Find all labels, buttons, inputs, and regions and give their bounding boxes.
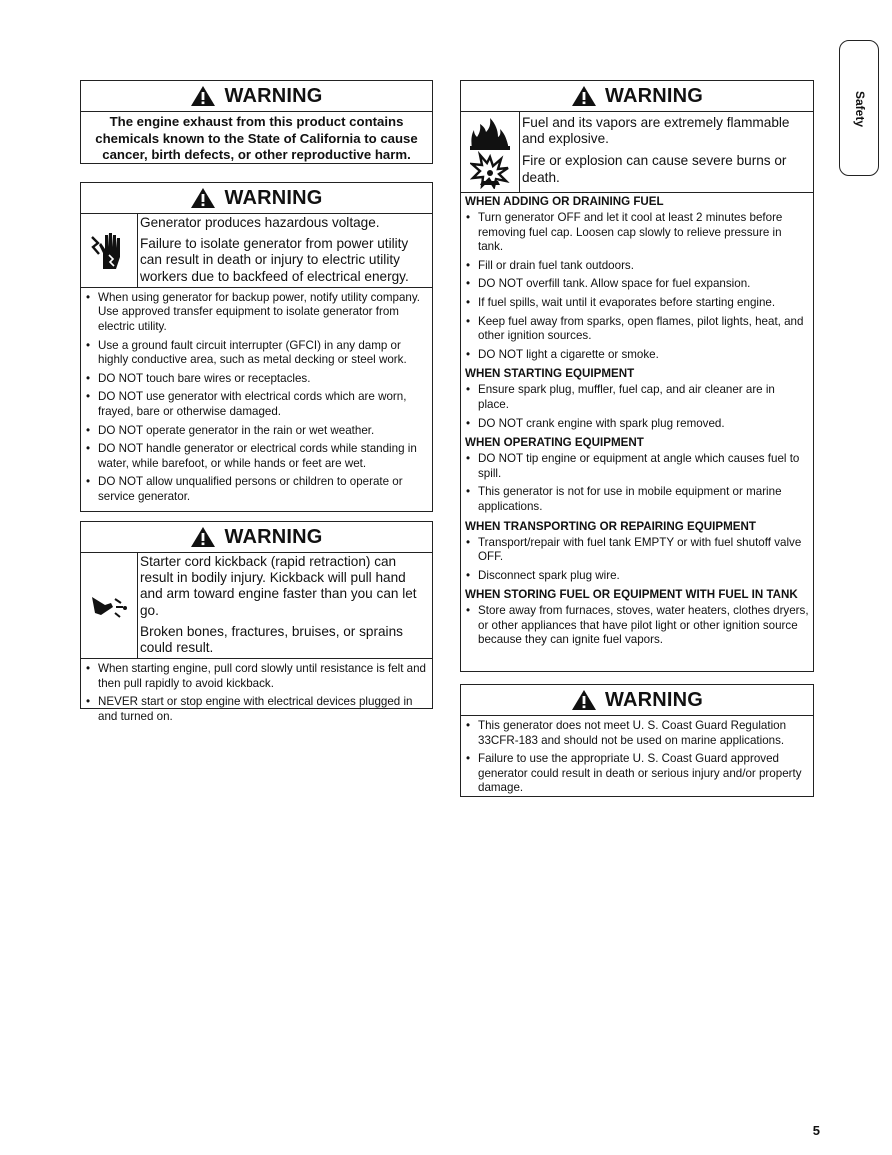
icon-cell <box>81 553 138 658</box>
section-heading: WHEN STARTING EQUIPMENT <box>465 367 635 381</box>
fuel-warning-box <box>460 80 814 672</box>
fuel-section-list <box>461 603 813 651</box>
fuel-section-list <box>461 210 813 365</box>
list-item: • DO NOT operate generator in the rain or wet weather. <box>85 424 428 439</box>
list-item: • DO NOT touch bare wires or receptacles. <box>85 372 428 387</box>
kickback-warning-box <box>80 521 433 723</box>
list-item: • DO NOT handle generator or electrical cords while standing in water, while barefoot, or while hands or feet are wet. <box>85 442 428 471</box>
voltage-warning-box <box>80 182 433 512</box>
voltage-hazard-text <box>138 214 432 287</box>
warning-header <box>461 685 813 716</box>
fuel-hazard-text <box>520 112 813 192</box>
list-item: • Failure to use the appropriate U. S. Coast Guard approved generator could result in death or serious injury and/or property damage. <box>465 752 809 796</box>
list-item: • When starting engine, pull cord slowly until resistance is felt and then pull rapidly to avoid kickback. <box>85 662 428 691</box>
section-heading: WHEN TRANSPORTING OR REPAIRING EQUIPMENT <box>465 519 756 533</box>
list-item: • If fuel spills, wait until it evaporates before starting engine. <box>465 296 809 311</box>
warning-title: WARNING <box>224 186 323 209</box>
voltage-hazard-row <box>81 214 432 288</box>
list-item: • Keep fuel away from sparks, open flames, pilot lights, heat, and other ignition sources. <box>465 315 809 344</box>
hazard-paragraph: Starter cord kickback (rapid retraction) can result in bodily injury. Kickback will pull hand and arm toward engine faster than you can let go. <box>140 554 417 618</box>
list-item: • DO NOT overfill tank. Allow space for fuel expansion. <box>465 277 809 292</box>
kickback-hazard-row <box>81 553 432 659</box>
california-line: chemicals known to the State of California to cause <box>95 130 418 146</box>
warning-triangle-icon <box>190 187 216 209</box>
list-item: • Turn generator OFF and let it cool at least 2 minutes before removing fuel cap. Loosen cap slowly to relieve pressure in tank. <box>465 211 809 255</box>
list-item: • NEVER start or stop engine with electrical devices plugged in and turned on. <box>85 695 428 724</box>
warning-title: WARNING <box>224 525 323 548</box>
kickback-hazard-text <box>138 553 432 658</box>
coastguard-bullet-list <box>461 716 813 800</box>
california-text <box>81 112 432 168</box>
list-item: • DO NOT crank engine with spark plug removed. <box>465 417 809 432</box>
warning-header <box>81 522 432 553</box>
fuel-section-list <box>461 382 813 434</box>
icon-cell <box>461 112 520 192</box>
hazard-paragraph: Generator produces hazardous voltage. <box>140 215 380 230</box>
warning-header <box>461 81 813 112</box>
list-item: • DO NOT tip engine or equipment at angle which causes fuel to spill. <box>465 452 809 481</box>
kickback-bullet-list <box>81 659 432 728</box>
california-line: cancer, birth defects, or other reproductive harm. <box>102 147 411 162</box>
voltage-bullet-list <box>81 288 432 509</box>
icon-cell <box>81 214 138 287</box>
warning-triangle-icon <box>571 689 597 711</box>
section-tab-label: Safety <box>853 90 867 128</box>
warning-triangle-icon <box>190 526 216 548</box>
list-item: • Transport/repair with fuel tank EMPTY or with fuel shutoff valve OFF. <box>465 536 809 565</box>
warning-title: WARNING <box>224 84 323 107</box>
section-heading: WHEN OPERATING EQUIPMENT <box>465 436 644 450</box>
list-item: • When using generator for backup power, notify utility company. Use approved transfer equipment to isolate generator from electric utility. <box>85 291 428 335</box>
list-item: • Disconnect spark plug wire. <box>465 569 809 584</box>
page-number: 5 <box>812 1123 820 1138</box>
list-item: • This generator is not for use in mobile equipment or marine applications. <box>465 485 809 514</box>
warning-header <box>81 183 432 214</box>
california-line: The engine exhaust from this product contains <box>109 114 404 129</box>
warning-triangle-icon <box>190 85 216 107</box>
list-item: • DO NOT allow unqualified persons or children to operate or service generator. <box>85 475 428 504</box>
list-item: • This generator does not meet U. S. Coast Guard Regulation 33CFR-183 and should not be used on marine applications. <box>465 719 809 748</box>
section-heading: WHEN STORING FUEL OR EQUIPMENT WITH FUEL IN TANK <box>465 588 798 602</box>
warning-header <box>81 81 432 112</box>
hazard-paragraph: Broken bones, fractures, bruises, or sprains could result. <box>140 623 403 656</box>
list-item: • Use a ground fault circuit interrupter (GFCI) in any damp or highly conductive area, such as metal decking or steel work. <box>85 339 428 368</box>
kickback-hand-icon <box>89 591 129 621</box>
warning-title: WARNING <box>604 688 704 711</box>
list-item: • Ensure spark plug, muffler, fuel cap, and air cleaner are in place. <box>465 383 809 412</box>
section-heading: WHEN ADDING OR DRAINING FUEL <box>465 195 664 208</box>
fuel-section-list <box>461 535 813 587</box>
section-tab <box>839 40 879 176</box>
fuel-hazard-row <box>461 112 813 193</box>
list-item: • DO NOT light a cigarette or smoke. <box>465 348 809 363</box>
hazard-paragraph: Fire or explosion can cause severe burns or death. <box>522 153 787 185</box>
warning-triangle-icon <box>571 85 597 107</box>
fuel-section-list <box>461 451 813 517</box>
explosion-icon <box>470 151 510 189</box>
fire-icon <box>468 115 512 151</box>
hazard-paragraph: Failure to isolate generator from power utility can result in death or injury to electric utility workers due to backfeed of electrical energy. <box>140 236 409 284</box>
california-warning-box <box>80 80 433 164</box>
coastguard-warning-box <box>460 684 814 797</box>
electric-shock-hand-icon <box>89 229 129 271</box>
list-item: • Fill or drain fuel tank outdoors. <box>465 259 809 274</box>
warning-title: WARNING <box>604 84 704 107</box>
hazard-paragraph: Fuel and its vapors are extremely flammable and explosive. <box>522 115 790 147</box>
list-item: • Store away from furnaces, stoves, water heaters, clothes dryers, or other appliances that have pilot light or other ignition source because they can ignite fuel vapors. <box>465 604 809 648</box>
list-item: • DO NOT use generator with electrical cords which are worn, frayed, bare or otherwise damaged. <box>85 390 428 419</box>
